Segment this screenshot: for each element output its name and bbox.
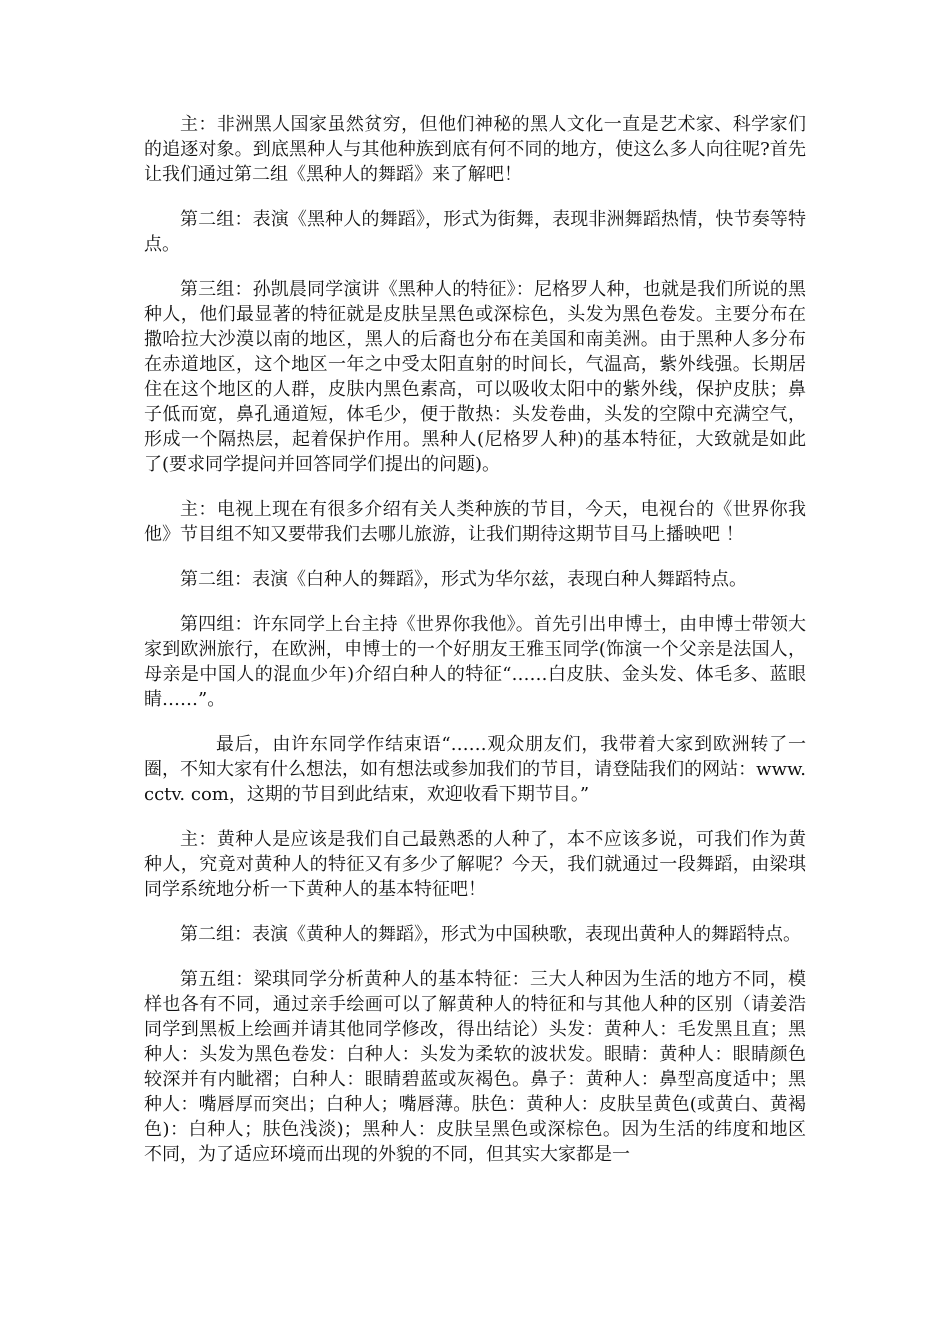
paragraph-host-yellow-intro: 主：黄种人是应该是我们自己最熟悉的人种了，本不应该多说，可我们作为黄种人，究竟对黄种人的特征又有多少了解呢？今天，我们就通过一段舞蹈，由梁琪同学系统地分析一下黄种人的基本特征吧！ [144,829,806,900]
paragraph-closing-remarks: 最后，由许东同学作结束语“……观众朋友们，我带着大家到欧洲转了一圈，不知大家有什么想法，如有想法或参加我们的节目，请登陆我们的网站：www. cctv. com，这期的节目到此结束，欢迎收看下期节目。” [144,734,806,805]
paragraph-group4-white-features: 第四组：许东同学上台主持《世界你我他》。首先引出申博士，由申博士带领大家到欧洲旅行，在欧洲，申博士的一个好朋友王雅玉同学(饰演一个父亲是法国人，母亲是中国人的混血少年)介绍白种人的特征“……白皮肤、金头发、体毛多、蓝眼睛……”。 [144,614,806,710]
paragraph-host-tv-program: 主：电视上现在有很多介绍有关人类种族的节目，今天，电视台的《世界你我他》节目组不知又要带我们去哪儿旅游，让我们期待这期节目马上播映吧 ！ [144,499,806,545]
document-body [144,112,806,1187]
paragraph-group5-yellow-features: 第五组：梁琪同学分析黄种人的基本特征：三大人种因为生活的地方不同，模样也各有不同，通过亲手绘画可以了解黄种人的特征和与其他人种的区别（请姜浩同学到黑板上绘画并请其他同学修改，得出结论）头发：黄种人：毛发黑且直；黑种人：头发为黑色卷发：白种人：头发为柔软的波状发。眼睛：黄种人：眼睛颜色较深并有内眦褶；白种人：眼睛碧蓝或灰褐色。鼻子：黄种人：鼻型高度适中；黑种人：嘴唇厚而突出；白种人；嘴唇薄。肤色：黄种人：皮肤呈黄色(或黄白、黄褐色)：白种人；肤色浅淡)；黑种人：皮肤呈黑色或深棕色。因为生活的纬度和地区不同，为了适应环境而出现的外貌的不同，但其实大家都是一 [144,969,806,1165]
paragraph-group2-yellow-dance: 第二组：表演《黄种人的舞蹈》，形式为中国秧歌，表现出黄种人的舞蹈特点。 [180,924,801,945]
paragraph-group2-black-dance: 第二组：表演《黑种人的舞蹈》，形式为街舞，表现非洲舞蹈热情，快节奏等特点。 [144,209,806,255]
paragraph-host-intro-africa: 主：非洲黑人国家虽然贫穷，但他们神秘的黑人文化一直是艺术家、科学家们的追逐对象。到底黑种人与其他种族到底有何不同的地方，使这么多人向往呢?首先让我们通过第二组《黑种人的舞蹈》来了解吧！ [144,114,806,185]
paragraph-group2-white-dance: 第二组：表演《白种人的舞蹈》，形式为华尔兹，表现白种人舞蹈特点。 [180,569,747,590]
paragraph-group3-black-features: 第三组：孙凯晨同学演讲《黑种人的特征》：尼格罗人种，也就是我们所说的黑种人，他们最显著的特征就是皮肤呈黑色或深棕色，头发为黑色卷发。主要分布在撒哈拉大沙漠以南的地区，黑人的后裔也分布在美国和南美洲。由于黑种人多分布在赤道地区，这个地区一年之中受太阳直射的时间长，气温高，紫外线强。长期居住在这个地区的人群，皮肤内黑色素高，可以吸收太阳中的紫外线，保护皮肤；鼻子低而宽，鼻孔通道短，体毛少，便于散热：头发卷曲，头发的空隙中充满空气，形成一个隔热层，起着保护作用。黑种人(尼格罗人种)的基本特征，大致就是如此了(要求同学提问并回答同学们提出的问题)。 [144,279,806,475]
